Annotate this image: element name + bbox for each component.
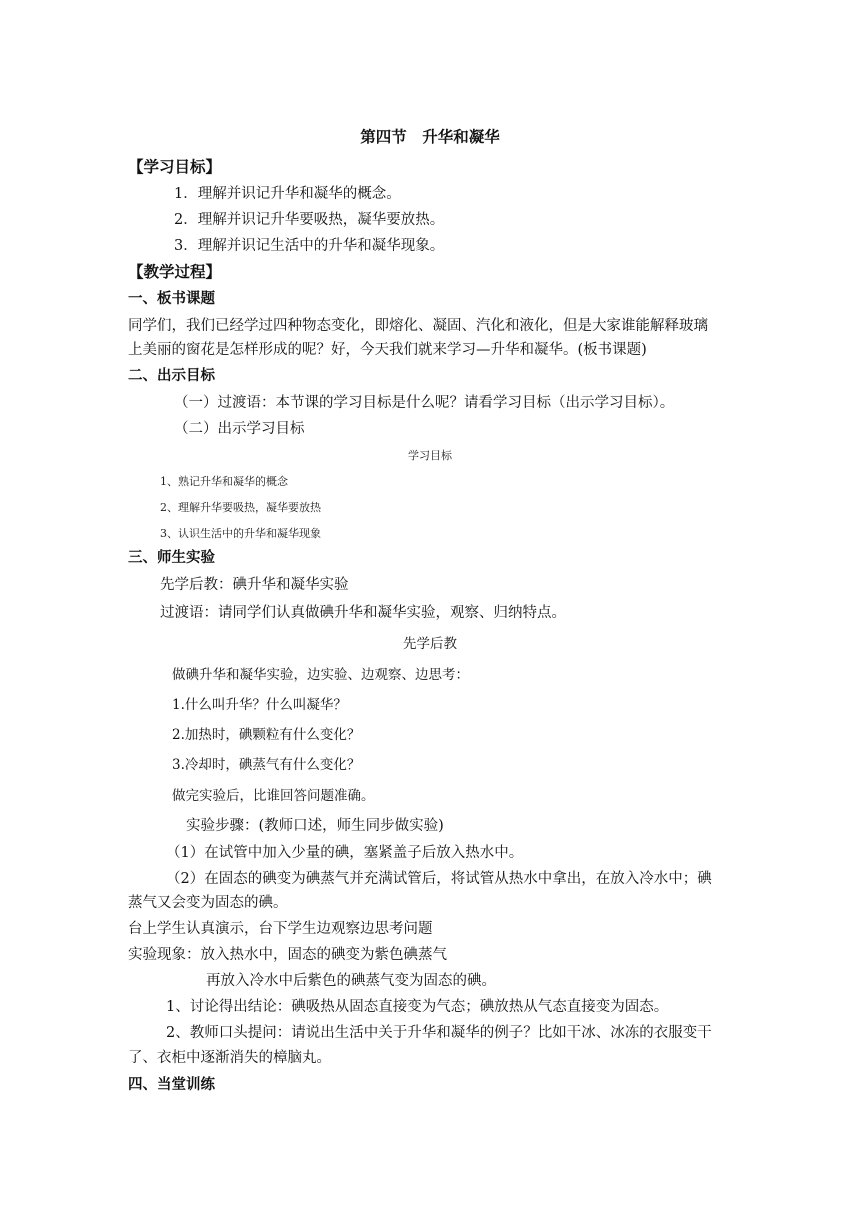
paragraph: 实验步骤：(教师口述，师生同步做实验) <box>186 818 444 834</box>
paragraph: （一）过渡语：本节课的学习目标是什么呢？请看学习目标（出示学习目标）。 <box>174 395 675 411</box>
slide-line: 3.冷却时，碘蒸气有什么变化？ <box>172 757 361 773</box>
paragraph: 再放入冷水中后紫色的碘蒸气变为固态的碘。 <box>206 973 496 989</box>
slide-line: 做碘升华和凝华实验，边实验、边观察、边思考： <box>172 667 469 683</box>
slide-line: 2.加热时，碘颗粒有什么变化？ <box>172 727 361 743</box>
section-heading: 二、出示目标 <box>128 368 215 384</box>
slide-title: 学习目标 <box>408 449 452 462</box>
page-title: 第四节 升华和凝华 <box>360 128 500 146</box>
slide-item: 3、认识生活中的升华和凝华现象 <box>160 527 321 540</box>
paragraph: 过渡语：请同学们认真做碘升华和凝华实验，观察、归纳特点。 <box>160 605 566 621</box>
slide-line: 做完实验后，比谁回答问题准确。 <box>172 788 375 804</box>
slide-item: 2、理解升华要吸热，凝华要放热 <box>160 501 321 514</box>
paragraph: 上美丽的窗花是怎样形成的呢？好，今天我们就来学习—升华和凝华。(板书课题) <box>128 342 647 358</box>
slide-item: 1、熟记升华和凝华的概念 <box>160 475 288 488</box>
slide-line: 1.什么叫升华？什么叫凝华？ <box>172 697 347 713</box>
paragraph: （二）出示学习目标 <box>174 421 305 437</box>
paragraph: 1、讨论得出结论：碘吸热从固态直接变为气态；碘放热从气态直接变为固态。 <box>166 999 669 1015</box>
paragraph: 实验现象：放入热水中，固态的碘变为紫色碘蒸气 <box>128 947 447 963</box>
section-heading: 四、当堂训练 <box>128 1077 215 1093</box>
section-heading: 一、板书课题 <box>128 291 215 307</box>
paragraph: 台上学生认真演示，台下学生边观察边思考问题 <box>128 921 433 937</box>
section-heading: 三、师生实验 <box>128 550 215 566</box>
process-heading: 【教学过程】 <box>128 263 222 281</box>
goal-item: 1．理解并识记升华和凝华的概念。 <box>174 186 401 202</box>
paragraph: （2）在固态的碘变为碘蒸气并充满试管后，将试管从热水中拿出，在放入冷水中；碘 <box>166 871 712 887</box>
paragraph: 蒸气又会变为固态的碘。 <box>128 895 288 911</box>
paragraph: 先学后教：碘升华和凝华实验 <box>160 577 349 593</box>
paragraph: 同学们，我们已经学过四种物态变化，即熔化、凝固、汽化和液化，但是大家谁能解释玻璃 <box>128 318 708 334</box>
paragraph: （1）在试管中加入少量的碘，塞紧盖子后放入热水中。 <box>166 845 524 861</box>
goal-item: 2．理解并识记升华要吸热，凝华要放热。 <box>174 212 445 228</box>
paragraph: 2、教师口头提问：请说出生活中关于升华和凝华的例子？比如干冰、冰冻的衣服变干 <box>166 1025 712 1041</box>
paragraph: 了、衣柜中逐渐消失的樟脑丸。 <box>128 1050 331 1066</box>
goal-item: 3．理解并识记生活中的升华和凝华现象。 <box>174 238 445 254</box>
goals-heading: 【学习目标】 <box>128 158 222 176</box>
slide-title: 先学后教 <box>403 636 457 652</box>
